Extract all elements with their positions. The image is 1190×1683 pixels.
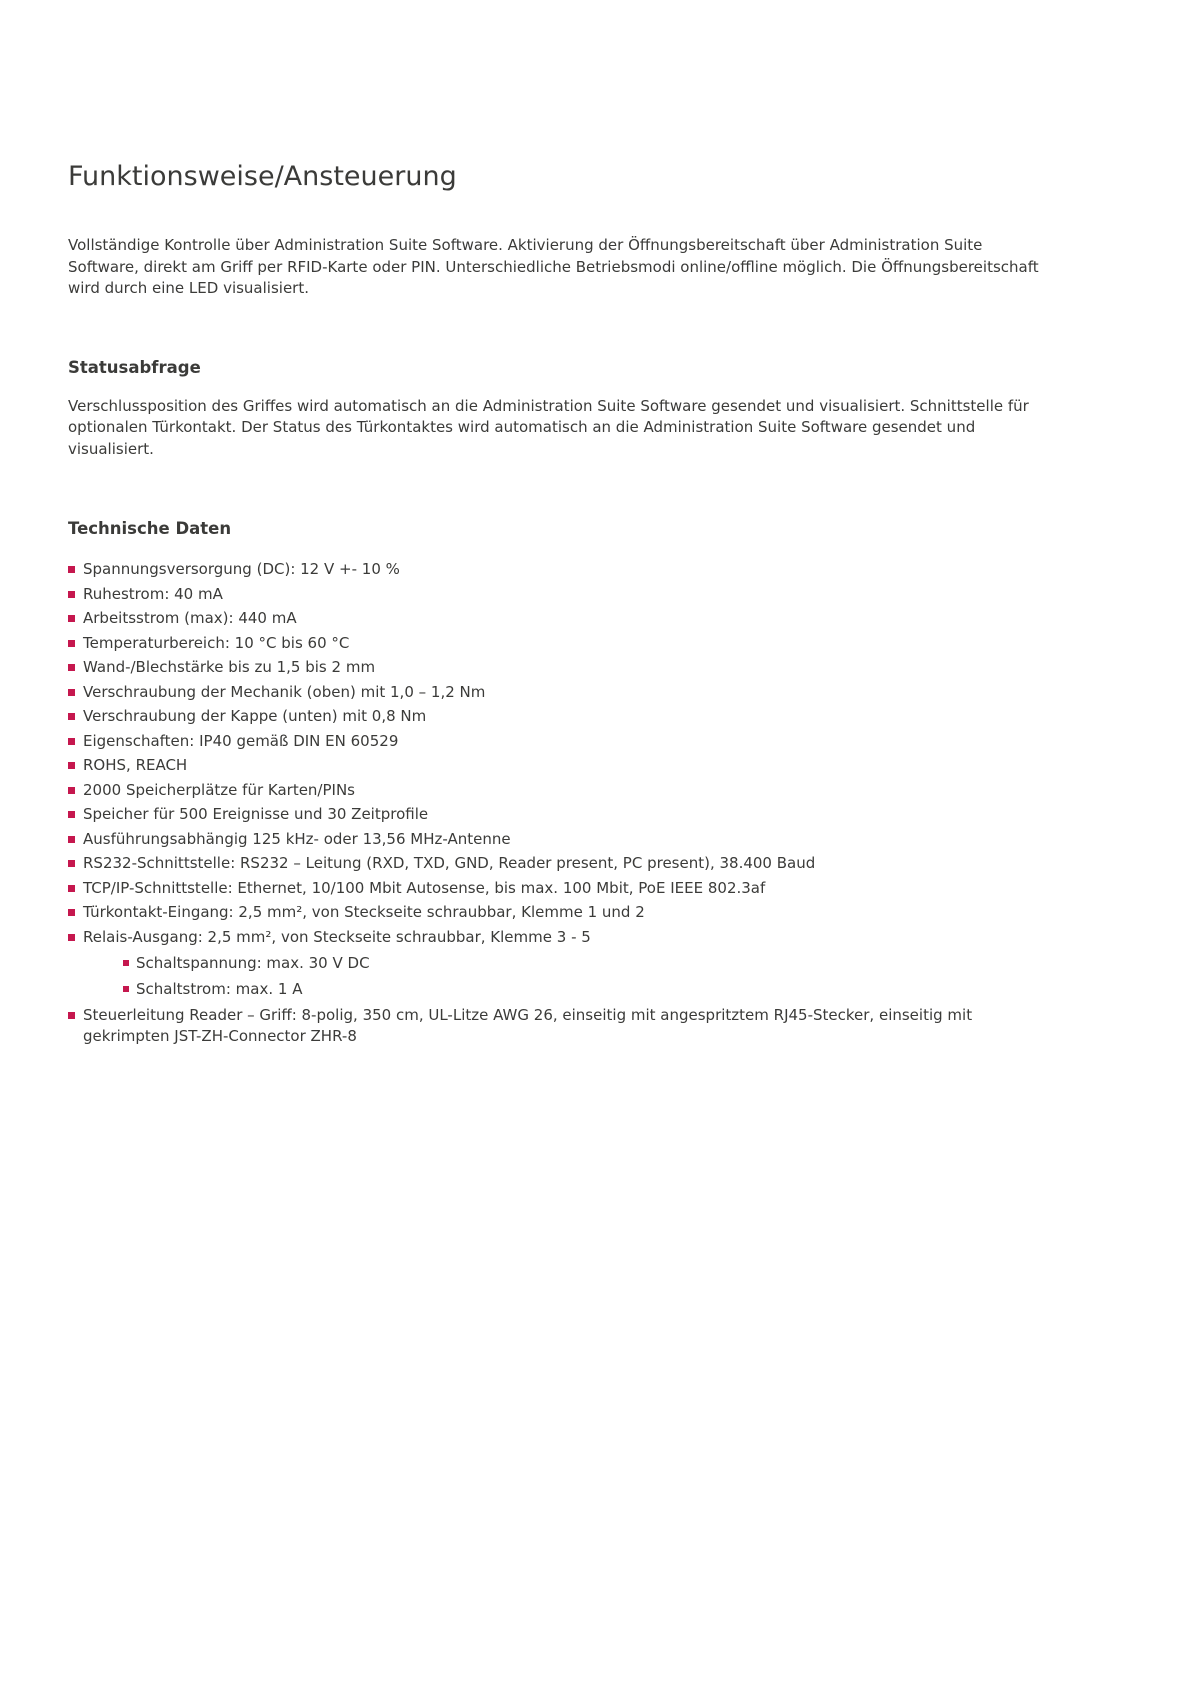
tech-list-item-text: Ruhestrom: 40 mA <box>83 584 223 603</box>
tech-list-item-text: Speicher für 500 Ereignisse und 30 Zeitprofile <box>83 805 429 823</box>
tech-list-item-text: Verschraubung der Kappe (unten) mit 0,8 Nm <box>83 707 427 725</box>
tech-list-item <box>68 829 1043 850</box>
tech-list-item <box>68 584 1043 605</box>
tech-data-sublist <box>83 953 1043 1000</box>
tech-sublist-item: Schaltspannung: max. 30 V DC <box>123 953 1043 974</box>
section-heading-technische-daten: Technische Daten <box>68 519 232 538</box>
tech-list-item-text: Verschraubung der Mechanik (oben) mit 1,0 – 1,2 Nm <box>83 682 486 701</box>
tech-list-item <box>68 853 1043 874</box>
tech-list-item-text: Türkontakt-Eingang: 2,5 mm², von Steckseite schraubbar, Klemme 1 und 2 <box>83 903 645 921</box>
tech-list-item-text: Wand-/Blechstärke bis zu 1,5 bis 2 mm <box>83 658 376 676</box>
tech-list-item <box>68 633 1043 654</box>
tech-list-item-text: RS232-Schnittstelle: RS232 – Leitung (RXD, TXD, GND, Reader present, PC present), 38.400 Baud <box>83 854 816 872</box>
tech-list-item-text: Relais-Ausgang: 2,5 mm², von Steckseite schraubbar, Klemme 3 - 5 <box>83 927 591 946</box>
tech-list-item-text: Eigenschaften: IP40 gemäß DIN EN 60529 <box>83 731 399 750</box>
tech-list-item-text: 2000 Speicherplätze für Karten/PINs <box>83 780 355 799</box>
tech-list-item <box>68 682 1043 703</box>
tech-list-item-text: Ausführungsabhängig 125 kHz- oder 13,56 MHz-Antenne <box>83 829 511 848</box>
tech-list-item <box>68 608 1043 629</box>
document-content <box>68 0 1043 1050</box>
tech-list-item <box>68 804 1043 825</box>
tech-sublist-item: Schaltstrom: max. 1 A <box>123 979 1043 1000</box>
tech-list-item <box>68 657 1043 678</box>
tech-list-item <box>68 902 1043 923</box>
section-heading-statusabfrage: Statusabfrage <box>68 357 201 377</box>
tech-list-item-text: Spannungsversorgung (DC): 12 V +- 10 % <box>83 560 400 578</box>
intro-paragraph: Vollständige Kontrolle über Administration Suite Software. Aktivierung der Öffnungsbereitschaft über Administration Suite Software, direkt am Griff per RFID-Karte oder PIN. Unterschiedliche Betriebsmodi online/offline möglich. Die Öffnungsbereitschaft wird durch eine LED visualisiert. <box>68 236 1039 297</box>
tech-list-item-text: Arbeitsstrom (max): 440 mA <box>83 609 297 627</box>
tech-list-item <box>68 927 1043 1000</box>
status-paragraph: Verschlussposition des Griffes wird automatisch an die Administration Suite Software gesendet und visualisiert. Schnittstelle für optionalen Türkontakt. Der Status des Türkontaktes wird automatisch an die Administration Suite Software gesendet und visualisiert. <box>68 396 1029 458</box>
tech-list-item <box>68 1005 1043 1047</box>
tech-list-item-text: Steuerleitung Reader – Griff: 8-polig, 350 cm, UL-Litze AWG 26, einseitig mit angespritztem RJ45-Stecker, einseitig mit gekrimpten JST-ZH-Connector ZHR-8 <box>83 1005 973 1045</box>
tech-list-item <box>68 706 1043 727</box>
tech-list-item <box>68 731 1043 752</box>
tech-list-item-text: TCP/IP-Schnittstelle: Ethernet, 10/100 Mbit Autosense, bis max. 100 Mbit, PoE IEEE 802.3af <box>83 878 766 897</box>
tech-list-item <box>68 878 1043 899</box>
page-title: Funktionsweise/Ansteuerung <box>68 161 457 192</box>
tech-data-list <box>68 559 1043 1047</box>
tech-list-item-text: ROHS, REACH <box>83 756 188 774</box>
tech-list-item <box>68 559 1043 580</box>
tech-list-item <box>68 780 1043 801</box>
tech-list-item-text: Temperaturbereich: 10 °C bis 60 °C <box>83 633 350 652</box>
tech-list-item <box>68 755 1043 776</box>
